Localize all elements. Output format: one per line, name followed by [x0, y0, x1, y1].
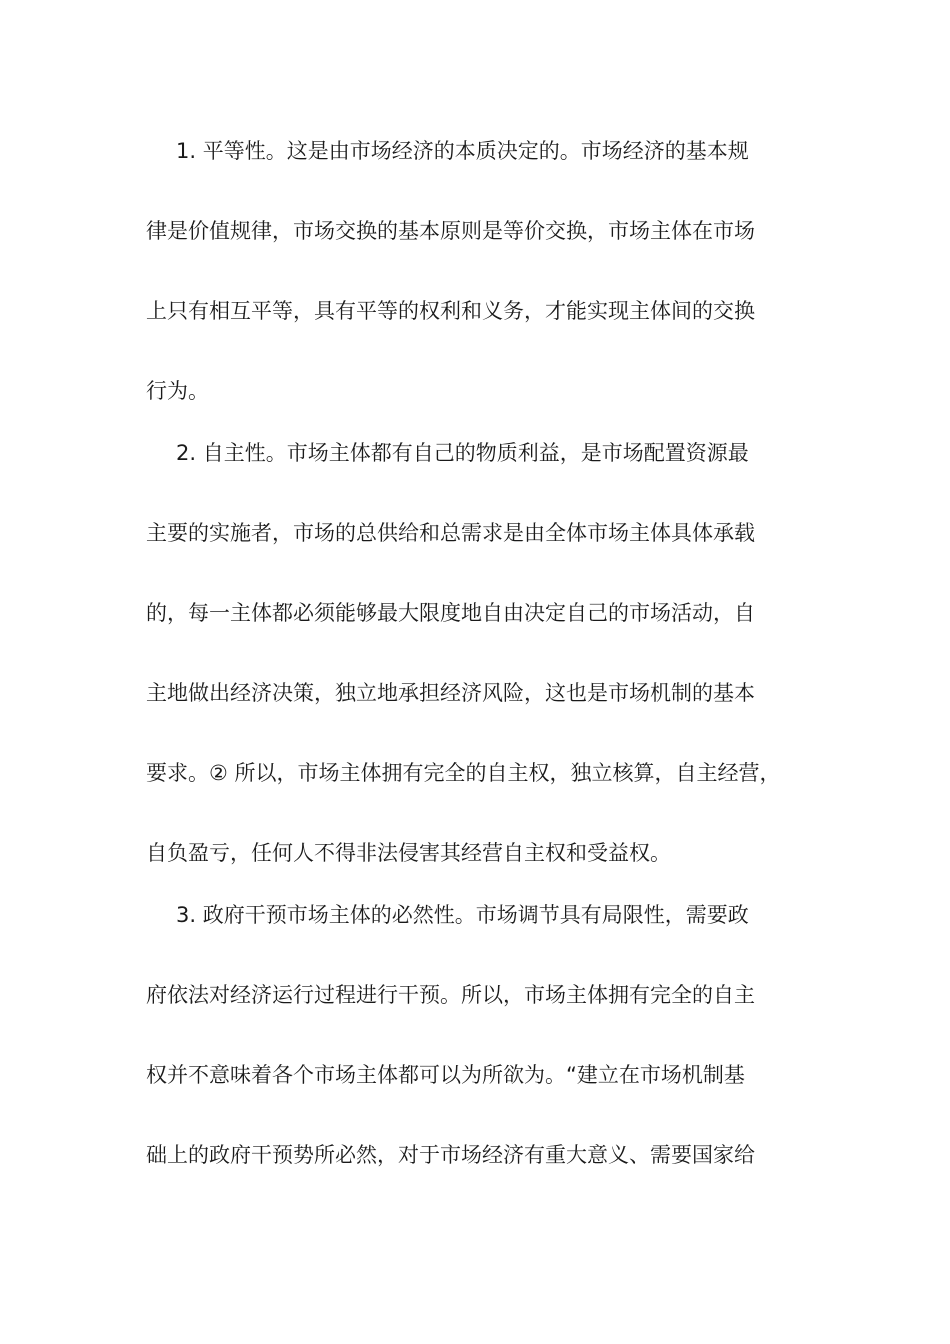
paragraph-2-line-6: 自负盈亏，任何人不得非法侵害其经营自主权和受益权。	[146, 841, 671, 865]
paragraph-3-line-2: 府依法对经济运行过程进行干预。所以，市场主体拥有完全的自主	[146, 983, 755, 1007]
paragraph-2-line-3: 的，每一主体都必须能够最大限度地自由决定自己的市场活动，自	[146, 601, 755, 625]
paragraph-2-line-5: 要求。② 所以，市场主体拥有完全的自主权，独立核算，自主经营，	[146, 761, 781, 785]
paragraph-1-line-1: 1. 平等性。这是由市场经济的本质决定的。市场经济的基本规	[176, 139, 749, 163]
paragraph-2-line-2: 主要的实施者，市场的总供给和总需求是由全体市场主体具体承载	[146, 521, 755, 545]
paragraph-3-line-1: 3. 政府干预市场主体的必然性。市场调节具有局限性，需要政	[176, 903, 749, 927]
paragraph-2-line-4: 主地做出经济决策，独立地承担经济风险，这也是市场机制的基本	[146, 681, 755, 705]
paragraph-3-line-3: 权并不意味着各个市场主体都可以为所欲为。“建立在市场机制基	[146, 1063, 745, 1087]
paragraph-1-line-4: 行为。	[146, 379, 209, 403]
paragraph-1-line-2: 律是价值规律，市场交换的基本原则是等价交换，市场主体在市场	[146, 219, 755, 243]
paragraph-2-line-1: 2. 自主性。市场主体都有自己的物质利益，是市场配置资源最	[176, 441, 749, 465]
paragraph-1-line-3: 上只有相互平等，具有平等的权利和义务，才能实现主体间的交换	[146, 299, 755, 323]
paragraph-3-line-4: 础上的政府干预势所必然，对于市场经济有重大意义、需要国家给	[146, 1143, 755, 1167]
